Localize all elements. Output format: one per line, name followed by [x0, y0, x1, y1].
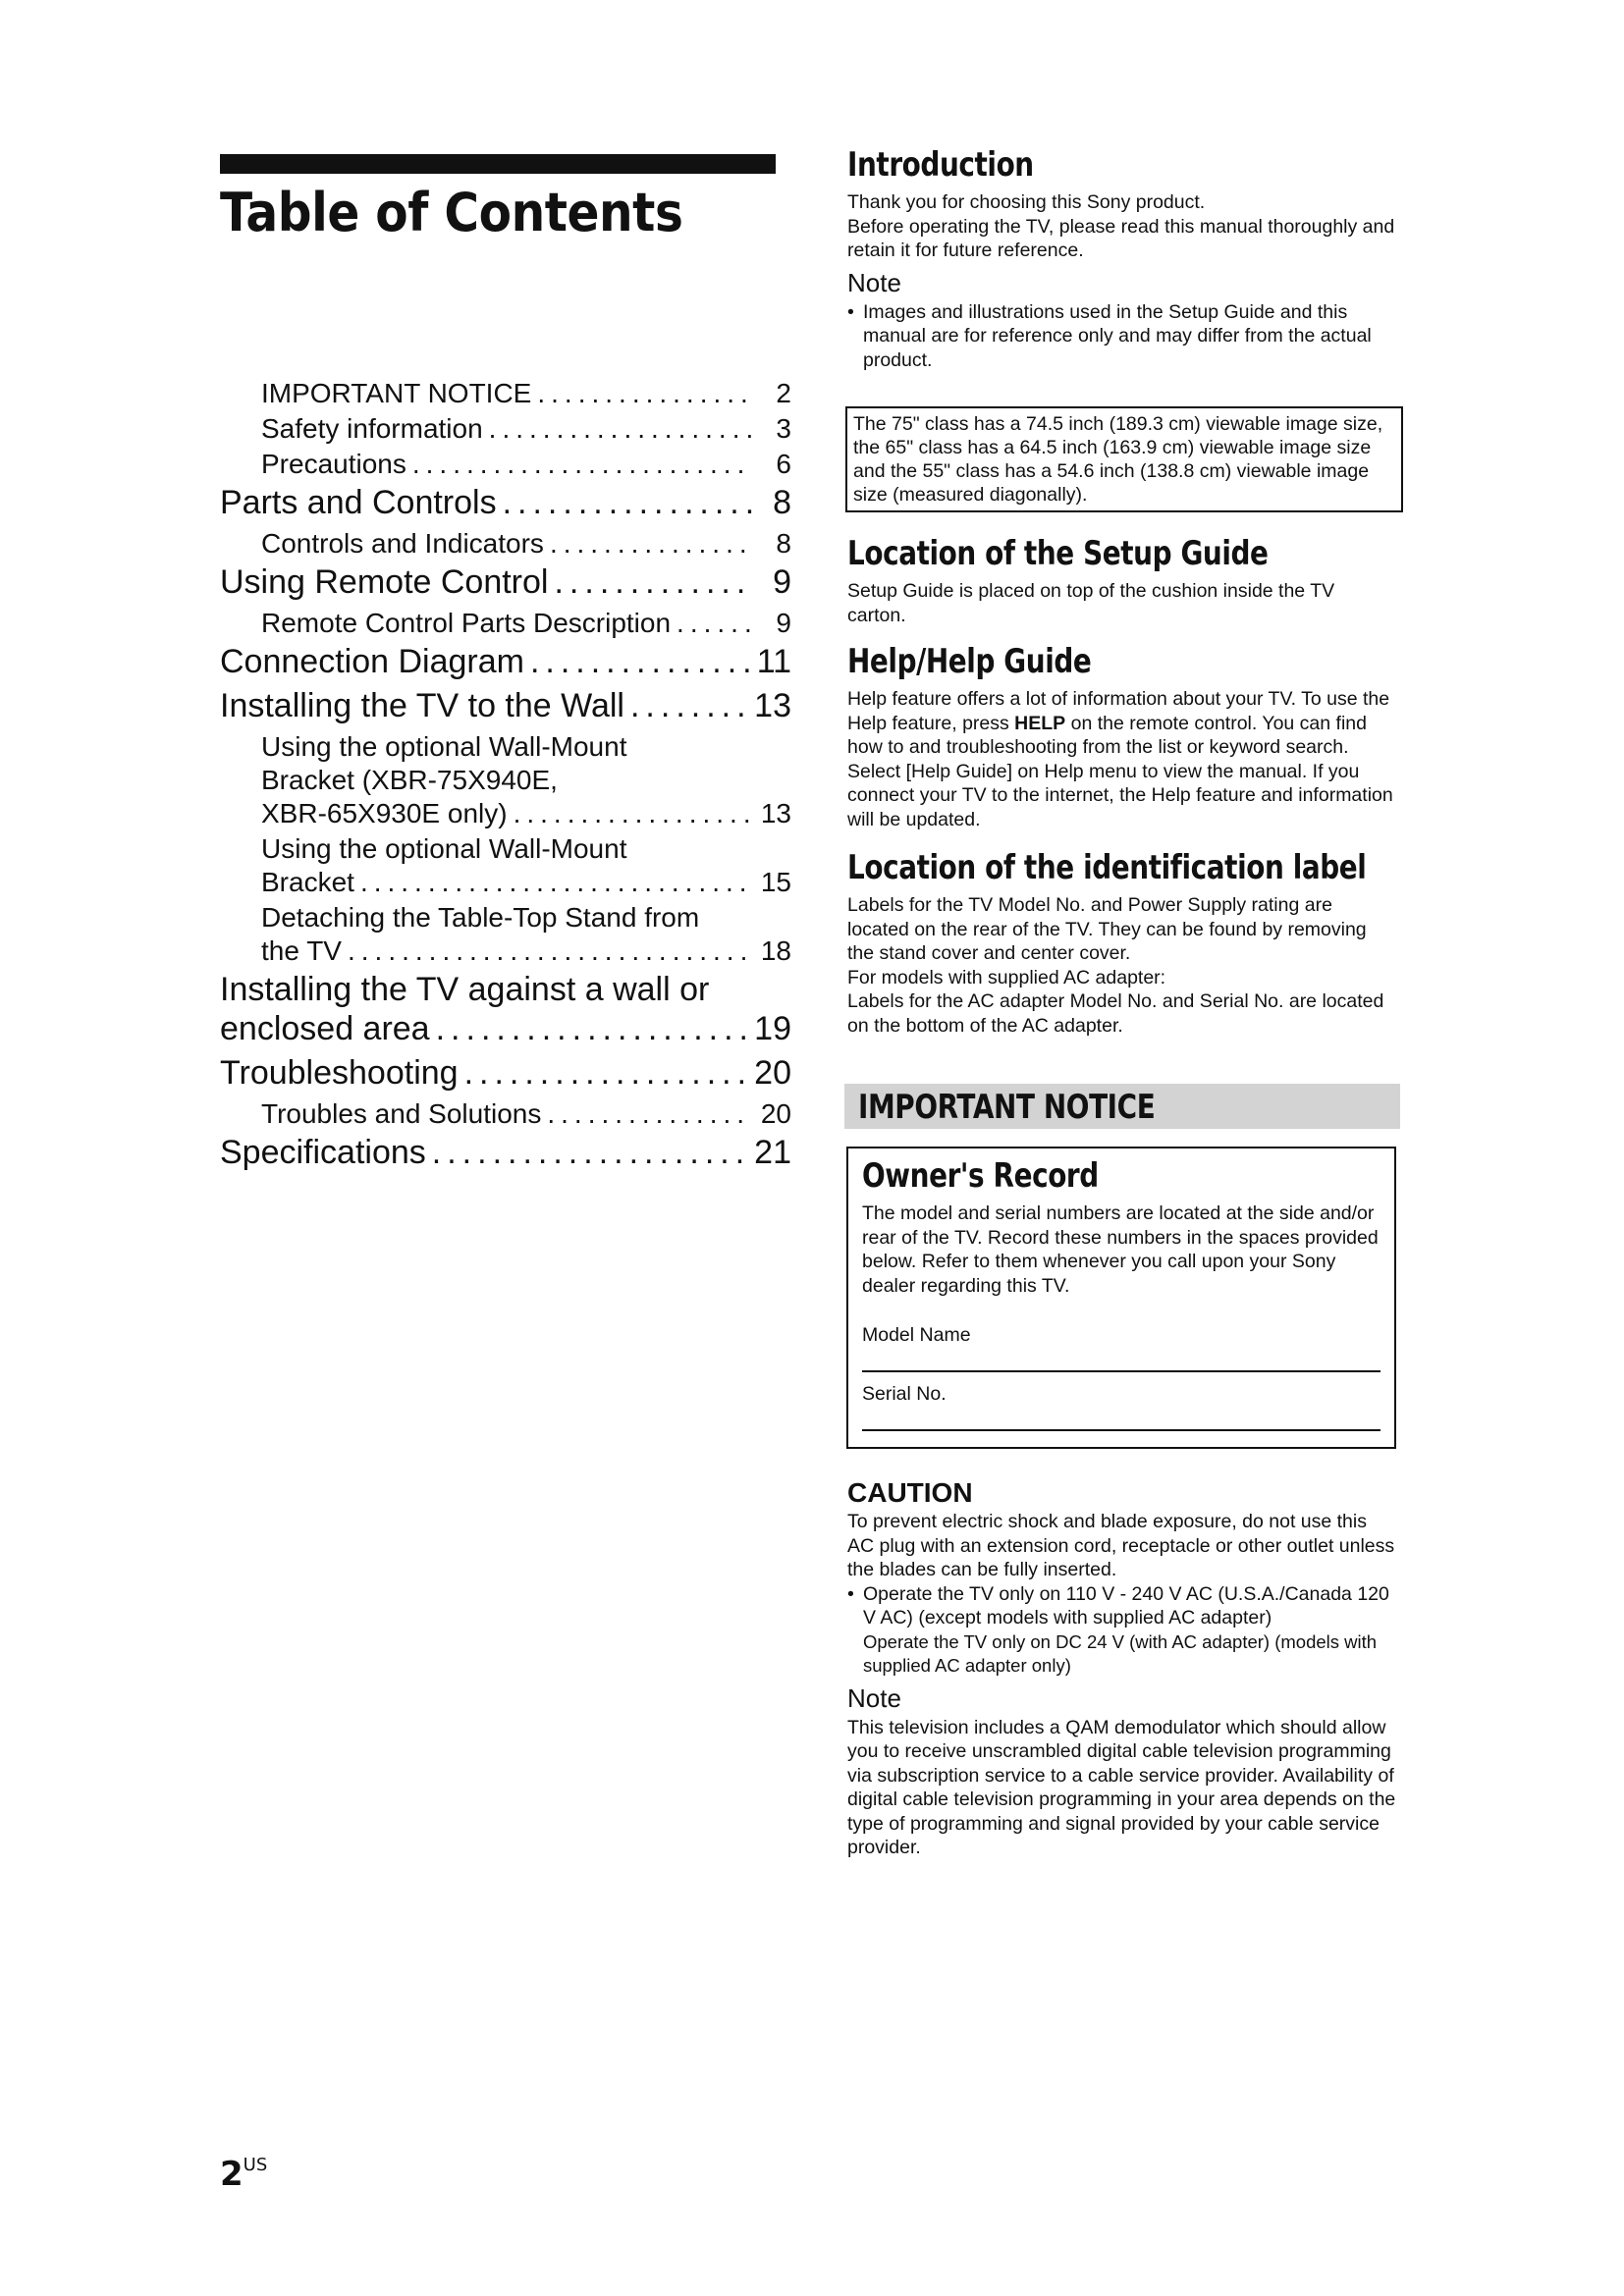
setup-guide-text: Setup Guide is placed on top of the cushion inside the TV carton. — [847, 580, 1335, 626]
help-guide-text — [847, 687, 1397, 831]
toc-leader-dots — [412, 448, 752, 481]
toc-leader-dots — [489, 412, 752, 446]
toc-leader-dots — [630, 686, 748, 725]
toc-entry-page: 20 — [754, 1054, 791, 1092]
help-text-before: Help feature offers a lot of information about your TV. To use the Help feature, press — [847, 688, 1390, 734]
toc-leader-dots — [547, 1097, 752, 1131]
toc-entry-page: 21 — [754, 1134, 791, 1171]
caution-heading: CAUTION — [847, 1477, 973, 1508]
toc-entry-page: 15 — [760, 867, 791, 897]
toc-entry-page: 2 — [776, 378, 791, 408]
toc-entry-title: IMPORTANT NOTICE — [261, 378, 532, 408]
setup-guide-section — [847, 534, 1397, 627]
toc-entry[interactable] — [220, 377, 791, 410]
toc-entry-title: Bracket — [261, 867, 354, 897]
toc-entry[interactable] — [220, 607, 791, 640]
toc-entry[interactable] — [220, 1053, 791, 1093]
toc-entry-page: 20 — [760, 1098, 791, 1129]
help-guide-heading: Help/Help Guide — [847, 642, 1092, 681]
toc-entry-title: Using Remote Control — [220, 563, 549, 601]
toc-entry-title-line: Detaching the Table-Top Stand from — [261, 902, 700, 933]
toc-leader-dots — [514, 797, 752, 830]
page-number-value: 2 — [220, 2155, 244, 2194]
toc-entry[interactable] — [220, 412, 791, 446]
owners-record-heading: Owner's Record — [862, 1156, 1099, 1196]
serial-no-field[interactable] — [862, 1429, 1380, 1431]
toc-leader-dots — [360, 866, 752, 899]
toc-leader-dots — [436, 1009, 749, 1048]
toc-entry[interactable] — [220, 642, 791, 681]
toc-entry-title-line: Installing the TV against a wall or — [220, 971, 710, 1008]
toc-entry-page: 13 — [760, 798, 791, 828]
page-number — [220, 2155, 267, 2194]
intro-line-2: Before operating the TV, please read this manual thoroughly and retain it for future reference. — [847, 215, 1395, 261]
toc-entry-page: 8 — [776, 528, 791, 559]
toc-leader-dots — [537, 377, 752, 410]
introduction-heading: Introduction — [847, 145, 1034, 185]
toc-entry-title: enclosed area — [220, 1010, 430, 1047]
owners-record-box — [846, 1147, 1396, 1449]
caution-section — [847, 1476, 1397, 1860]
toc-entry-page: 3 — [776, 413, 791, 444]
important-notice-banner — [844, 1084, 1400, 1129]
toc-entry-page: 13 — [754, 687, 791, 724]
toc-entry-title: Troubleshooting — [220, 1054, 459, 1092]
important-notice-heading: IMPORTANT NOTICE — [858, 1088, 1156, 1127]
toc-entry-title-line: Using the optional Wall-Mount — [261, 833, 627, 864]
toc-entry[interactable] — [220, 448, 791, 481]
toc-entry-title: Safety information — [261, 413, 483, 444]
toc-leader-dots — [677, 607, 752, 640]
toc-entry-page: 8 — [773, 484, 791, 521]
toc-entry-title: Installing the TV to the Wall — [220, 687, 624, 724]
model-name-field[interactable] — [862, 1370, 1380, 1372]
model-name-label: Model Name — [862, 1324, 971, 1346]
title-rule — [220, 154, 776, 174]
intro-note-bullet: • Images and illustrations used in the Setup Guide and this manual are for reference only and may differ from the actual product. — [847, 300, 1397, 373]
toc-entry-title-line: Using the optional Wall-Mount — [261, 731, 627, 762]
toc-leader-dots — [554, 562, 752, 602]
id-label-text-1: Labels for the TV Model No. and Power Supply rating are located on the rear of the TV. They can be found by removing the stand cover and center cover. — [847, 894, 1367, 964]
toc-entry-title: Troubles and Solutions — [261, 1098, 542, 1129]
intro-line-1: Thank you for choosing this Sony product. — [847, 191, 1206, 213]
toc-entry-title-line: Bracket (XBR-75X940E, — [261, 765, 558, 795]
id-label-text-2: For models with supplied AC adapter: — [847, 966, 1166, 988]
intro-note-heading: Note — [847, 267, 901, 297]
page-number-suffix: US — [243, 2155, 268, 2175]
caution-note-heading: Note — [847, 1682, 901, 1713]
toc-entry-title: Specifications — [220, 1134, 426, 1171]
toc-entry[interactable] — [220, 730, 791, 830]
caution-note-text: This television includes a QAM demodulator which should allow you to receive unscrambled digital cable television programming via subscription service to a cable service provider. Availability of digital cable television programming in your area depends on the type of programming and signal provided by your cable service provider. — [847, 1716, 1396, 1858]
toc-entry-title: Precautions — [261, 449, 406, 479]
toc-leader-dots — [550, 527, 752, 561]
toc-entry-page: 6 — [776, 449, 791, 479]
toc-entry-title: the TV — [261, 935, 342, 966]
toc-entry[interactable] — [220, 1097, 791, 1131]
toc-entry-title: XBR-65X930E only) — [261, 798, 508, 828]
screen-size-box: The 75" class has a 74.5 inch (189.3 cm) viewable image size, the 65" class has a 64.5 inch (163.9 cm) viewable image size and the 55" class has a 54.6 inch (138.8 cm) viewable image size (measured diagonally). — [845, 406, 1403, 512]
caution-bullet-line-2: Operate the TV only on DC 24 V (with AC adapter) (models with supplied AC adapter only) — [863, 1630, 1378, 1676]
id-label-heading: Location of the identification label — [847, 848, 1367, 887]
serial-no-label: Serial No. — [862, 1383, 947, 1405]
introduction-section — [847, 145, 1397, 372]
owners-record-text: The model and serial numbers are located at the side and/or rear of the TV. Record these numbers in the spaces provided below. Refer to them whenever you call upon your Sony dealer regarding this TV. — [862, 1202, 1379, 1297]
toc-entry[interactable] — [220, 686, 791, 725]
caution-bullet-line-1: • Operate the TV only on 110 V - 240 V AC (U.S.A./Canada 120 V AC) (except models with supplied AC adapter) — [847, 1582, 1397, 1630]
toc-entry-page: 18 — [760, 935, 791, 966]
toc-leader-dots — [348, 934, 752, 968]
toc-entry[interactable] — [220, 901, 791, 968]
toc-entry-page: 9 — [773, 563, 791, 601]
help-guide-section — [847, 642, 1397, 831]
toc-leader-dots — [464, 1053, 749, 1093]
toc-entry-page: 19 — [754, 1010, 791, 1047]
table-of-contents — [220, 377, 791, 1177]
toc-leader-dots — [530, 642, 751, 681]
toc-entry-page: 11 — [756, 643, 791, 680]
toc-entry[interactable] — [220, 1133, 791, 1172]
toc-entry-title: Parts and Controls — [220, 484, 497, 521]
toc-entry-page: 9 — [776, 608, 791, 638]
toc-entry[interactable] — [220, 970, 791, 1048]
caution-text: To prevent electric shock and blade exposure, do not use this AC plug with an extension cord, receptacle or other outlet unless the blades can be fully inserted. — [847, 1511, 1395, 1580]
toc-entry-title: Connection Diagram — [220, 643, 524, 680]
help-key: HELP — [1014, 712, 1066, 734]
id-label-text-3: Labels for the AC adapter Model No. and Serial No. are located on the bottom of the AC adapter. — [847, 990, 1384, 1037]
toc-entry[interactable] — [220, 483, 791, 522]
toc-leader-dots — [432, 1133, 748, 1172]
setup-guide-heading: Location of the Setup Guide — [847, 534, 1269, 573]
toc-entry[interactable] — [220, 527, 791, 561]
help-text-after: on the remote control. You can find how to and troubleshooting from the list or keyword search. Select [Help Guide] on Help menu to view the manual. If you connect your TV to the internet, the Help feature and information will be updated. — [847, 712, 1393, 830]
toc-title: Table of Contents — [220, 182, 683, 243]
toc-leader-dots — [503, 483, 752, 522]
toc-entry-title: Controls and Indicators — [261, 528, 544, 559]
toc-entry[interactable] — [220, 832, 791, 899]
toc-entry[interactable] — [220, 562, 791, 602]
id-label-section — [847, 848, 1397, 1038]
toc-entry-title: Remote Control Parts Description — [261, 608, 672, 638]
